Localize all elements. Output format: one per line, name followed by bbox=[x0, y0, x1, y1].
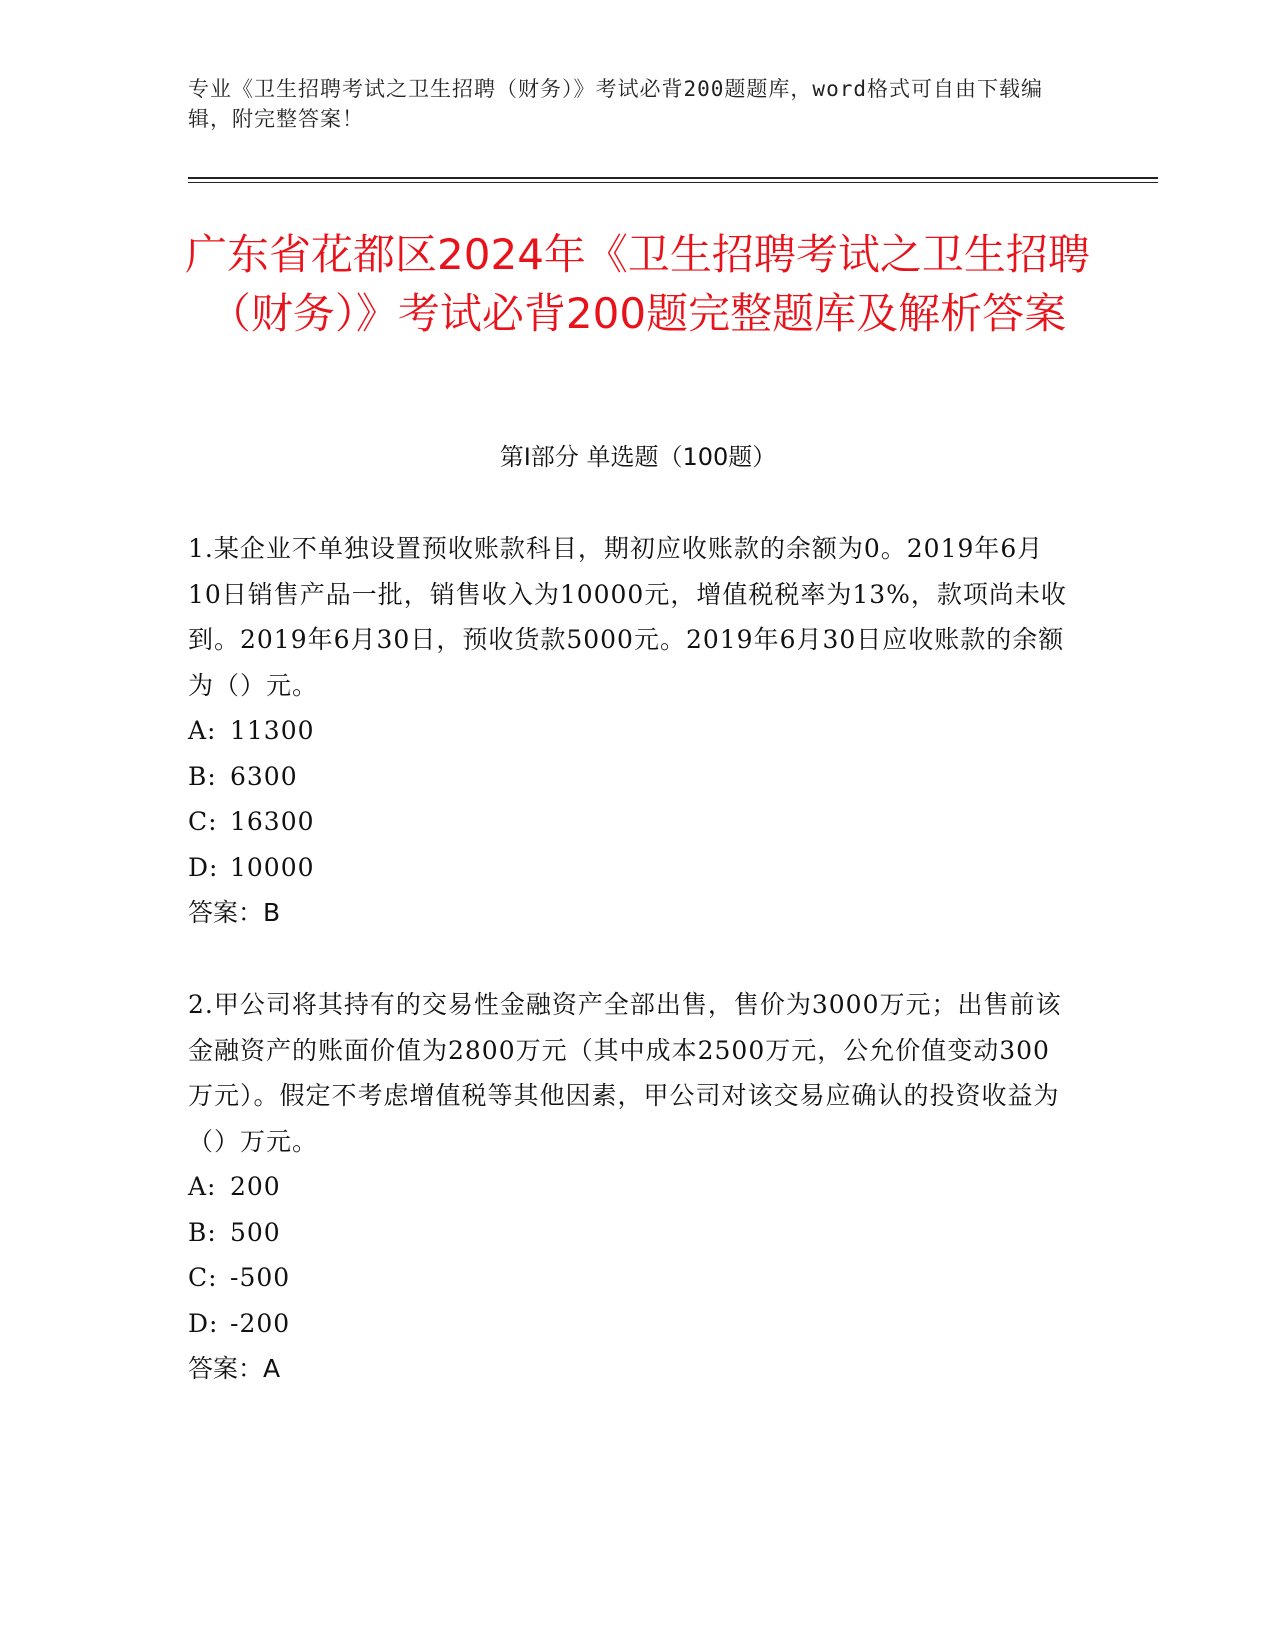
header-divider-thin bbox=[188, 182, 1158, 183]
option-text: 11300 bbox=[230, 716, 315, 745]
option-d bbox=[188, 1301, 1068, 1347]
option-a bbox=[188, 708, 1068, 754]
option-label: C: bbox=[188, 1263, 218, 1292]
option-text: 10000 bbox=[230, 852, 315, 882]
option-a bbox=[188, 1164, 1068, 1210]
option-label: A: bbox=[188, 1172, 217, 1201]
option-label: C: bbox=[188, 807, 218, 836]
header-note: 专业《卫生招聘考试之卫生招聘（财务）》考试必背200题题库，word格式可自由下载编辑，附完整答案！ bbox=[188, 77, 1043, 131]
option-label: D: bbox=[188, 852, 219, 882]
option-c bbox=[188, 799, 1068, 845]
option-text: 16300 bbox=[230, 807, 315, 836]
option-text: 500 bbox=[230, 1217, 281, 1247]
section-heading: 第I部分 单选题（100题） bbox=[499, 443, 777, 471]
answer: 答案：A bbox=[188, 1354, 281, 1383]
header-divider-thick bbox=[188, 177, 1158, 179]
option-text: -200 bbox=[230, 1308, 291, 1338]
question-stem: 2.甲公司将其持有的交易性金融资产全部出售，售价为3000万元；出售前该金融资产的账面价值为2800万元（其中成本2500万元，公允价值变动300万元）。假定不考虑增值税等其他因素，甲公司对该交易应确认的投资收益为（）万元。 bbox=[188, 990, 1062, 1156]
option-text: 200 bbox=[230, 1172, 281, 1201]
option-b bbox=[188, 1210, 1068, 1256]
option-label: D: bbox=[188, 1308, 219, 1338]
option-b bbox=[188, 754, 1068, 800]
option-text: -500 bbox=[230, 1263, 291, 1292]
option-label: B: bbox=[188, 1217, 217, 1247]
option-c bbox=[188, 1255, 1068, 1301]
question-stem: 1.某企业不单独设置预收账款科目，期初应收账款的余额为0。2019年6月10日销售产品一批，销售收入为10000元，增值税税率为13%，款项尚未收到。2019年6月30日，预收货款5000元。2019年6月30日应收账款的余额为（）元。 bbox=[188, 534, 1067, 700]
question-2 bbox=[188, 982, 1068, 1392]
option-d bbox=[188, 845, 1068, 891]
question-1 bbox=[188, 526, 1068, 936]
option-label: B: bbox=[188, 761, 217, 791]
option-text: 6300 bbox=[230, 761, 298, 791]
answer: 答案：B bbox=[188, 898, 281, 927]
option-label: A: bbox=[188, 716, 217, 745]
document-title: 广东省花都区2024年《卫生招聘考试之卫生招聘（财务）》考试必背200题完整题库及解析答案 bbox=[185, 230, 1090, 338]
